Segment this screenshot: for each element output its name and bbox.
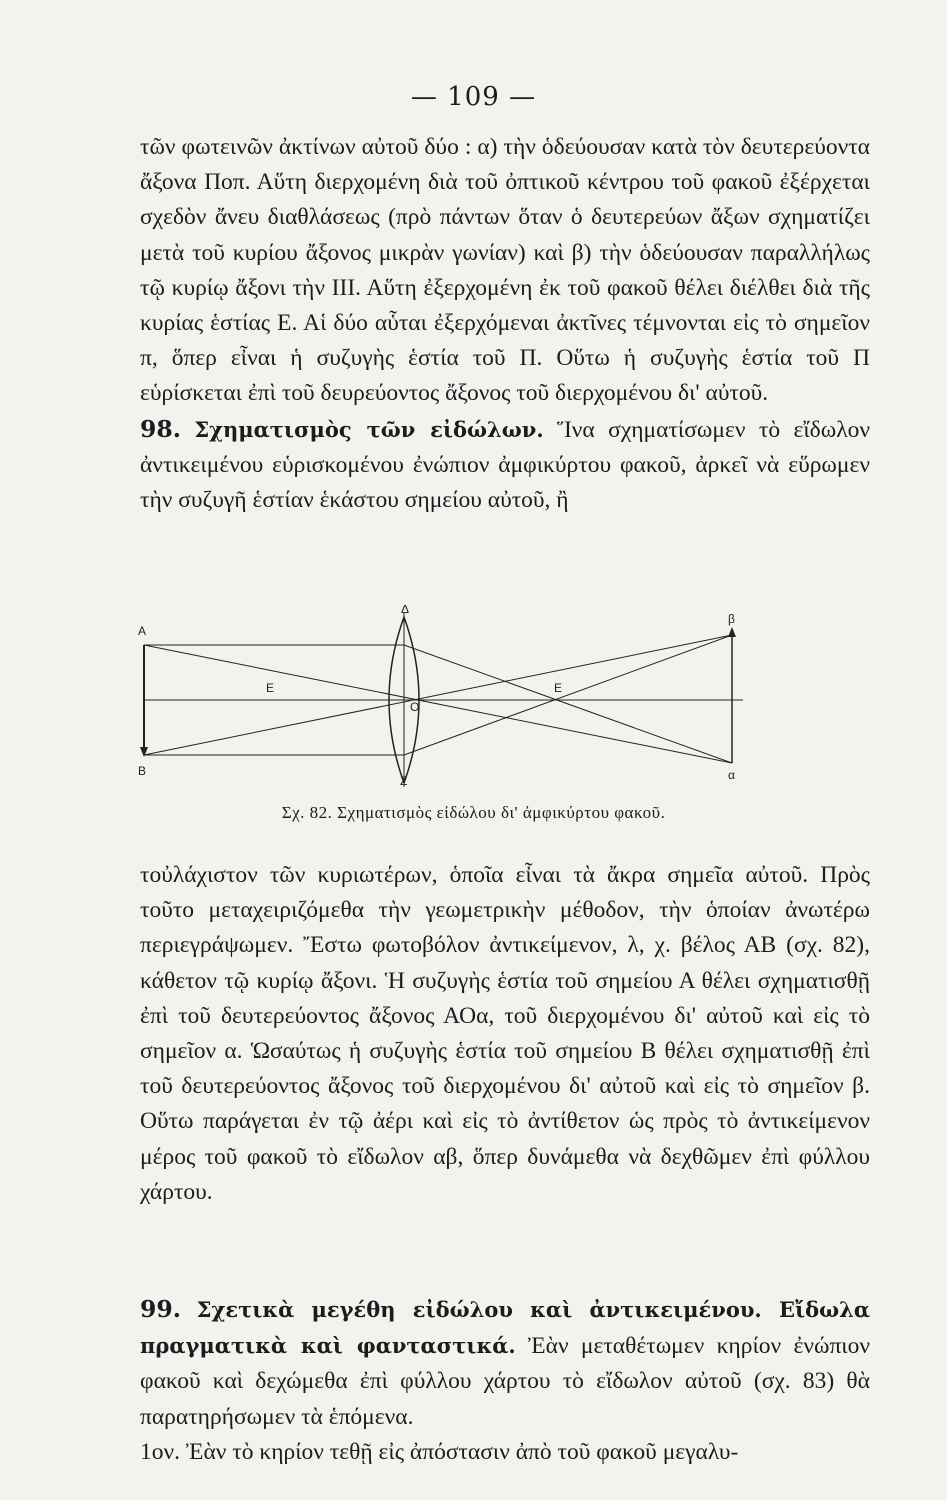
label-E-right: E [554, 681, 563, 695]
section-99-text: Ἐὰν μεταθέτωμεν κηρίον ἐνώπιον φακοῦ καὶ δεχώμεθα ἐπὶ φύλλου χάρτου τὸ εἴδωλον αὐτοῦ (σχ. 83) θὰ παρατηρήσωμεν τὰ ἑπόμενα. [140, 1333, 871, 1430]
label-B: B [138, 764, 147, 778]
section-98 [140, 412, 870, 519]
lens-diagram [138, 605, 758, 795]
section-98-text: Ἵνα σχηματίσωμεν τὸ εἴδωλον ἀντικειμένου εὑρισκομένου ἐνώπιον ἀμφικύρτου φακοῦ, ἀρκεῖ νὰ εὕρωμεν τὴν συζυγῆ ἑστίαν ἑκάστου σημείου αὐτοῦ, ἢ [140, 416, 870, 514]
section-99-number: 99. [140, 1295, 181, 1323]
label-beta: β [728, 612, 735, 626]
label-E-left: E [266, 681, 275, 695]
section-99-block [140, 1292, 870, 1470]
ray-b-refracted [404, 635, 732, 755]
label-O: O [410, 700, 420, 714]
ray-a-center [144, 645, 732, 763]
section-98-title: Σχηματισμὸς τῶν εἰδώλων. [194, 416, 544, 442]
text-block-middle [140, 858, 870, 1210]
ray-a-refracted [404, 645, 732, 763]
text-block-top [140, 130, 870, 518]
label-A: A [138, 624, 147, 638]
paragraph-3: τοὐλάχιστον τῶν κυριωτέρων, ὁποῖα εἶναι τὰ ἄκρα σημεῖα αὐτοῦ. Πρὸς τοῦτο μεταχειριζόμεθα τὴν γεωμετρικὴν μέθοδον, τὴν ὁποίαν ἀνωτέρω περιεγράψωμεν. Ἔστω φωτοβόλον ἀντικείμενον, λ, χ. βέλος ΑΒ (σχ. 82), κάθετον τῷ κυρίῳ ἄξονι. Ἡ συζυγὴς ἑστία τοῦ σημείου Α θέλει σχηματισθῇ ἐπὶ τοῦ δευτερεύοντος ἄξονος ΑΟα, τοῦ διερχομένου δι' αὐτοῦ καὶ εἰς τὸ σημεῖον α. Ὡσαύτως ἡ συζυγὴς ἑστία τοῦ σημείου Β θέλει σχηματισθῇ ἐπὶ τοῦ δευτερεύοντος ἄξονος τοῦ διερχομένου δι' αὐτοῦ καὶ εἰς τὸ σημεῖον β. Οὕτω παράγεται ἐν τῷ ἀέρι καὶ εἰς τὸ ἀντίθετον ὡς πρὸς τὸ ἀντικείμενον μέρος τοῦ φακοῦ τὸ εἴδωλον αβ, ὅπερ δυνάμεθα νὰ δεχθῶμεν ἐπὶ φύλλου χάρτου. [140, 862, 870, 1205]
lens-diagram-svg [138, 605, 758, 795]
section-99 [140, 1292, 870, 1435]
label-Delta: Δ [401, 605, 410, 616]
figure-caption: Σχ. 82. Σχηματισμὸς εἰδώλου δι' ἀμφικύρτου φακοῦ. [281, 803, 666, 822]
label-Z: Z [400, 774, 408, 788]
item-1-prefix: 1ον. [140, 1438, 181, 1465]
ray-b-center [144, 635, 732, 755]
section-98-number: 98. [140, 414, 181, 443]
section-99-item-1 [140, 1435, 870, 1470]
item-1-text: Ἐὰν τὸ κηρίον τεθῇ εἰς ἀπόστασιν ἀπὸ τοῦ φακοῦ μεγαλυ- [185, 1438, 739, 1465]
paragraph-1: τῶν φωτεινῶν ἀκτίνων αὐτοῦ δύο : α) τὴν ὁδεύουσαν κατὰ τὸν δευτερεύοντα ἄξονα Ποπ. Αὕτη διερχομένη διὰ τοῦ ὀπτικοῦ κέντρου τοῦ φακοῦ ἐξέρχεται σχεδὸν ἄνευ διαθλάσεως (πρὸ πάντων ὅταν ὁ δευτερεύων ἄξων σχηματίζει μετὰ τοῦ κυρίου ἄξονος μικρὰν γωνίαν) καὶ β) τὴν ὁδεύουσαν παραλλήλως τῷ κυρίῳ ἄξονι τὴν ΙΙΙ. Αὕτη ἐξερχομένη ἐκ τοῦ φακοῦ θέλει διέλθει διὰ τῆς κυρίας ἑστίας Ε. Αἱ δύο αὗται ἐξερχόμεναι ἀκτῖνες τέμνονται εἰς τὸ σημεῖον π, ὅπερ εἶναι ἡ συζυγὴς ἑστία τοῦ Π. Οὕτω ἡ συζυγὴς ἑστία τοῦ Π εὑρίσκεται ἐπὶ τοῦ δευρεύοντος ἄξονος τοῦ διερχομένου δι' αὐτοῦ. [140, 134, 870, 407]
section-99-title: Σχετικὰ μεγέθη εἰδώλου καὶ ἀντικειμένου. Εἴδωλα πραγματικὰ καὶ φανταστικά. [140, 1297, 870, 1359]
page-number: — 109 — [410, 82, 537, 112]
label-alpha: α [728, 768, 735, 782]
